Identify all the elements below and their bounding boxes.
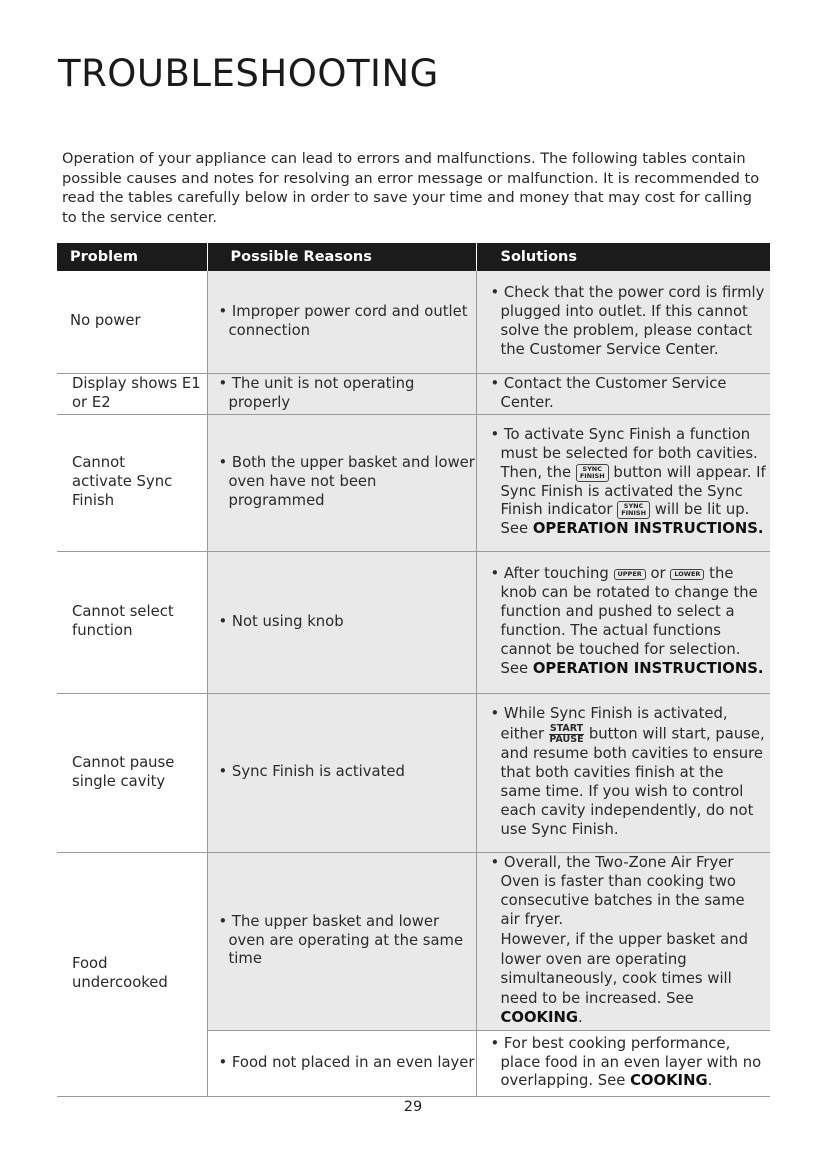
reason-text: • Food not placed in an even layer	[218, 1053, 475, 1071]
problem-text: Cannot activate Sync Finish	[72, 454, 173, 509]
solution-text: However, if the upper basket and lower oven are operating simultaneously, cook times will need to be increased. See COOKING.	[500, 931, 748, 1027]
solution-cell	[476, 852, 770, 1030]
solution-cell	[476, 693, 770, 852]
reason-cell	[207, 373, 476, 414]
reason-cell	[207, 852, 476, 1030]
reason-cell	[207, 414, 476, 551]
solution-text: • Contact the Customer Service Center.	[490, 374, 727, 411]
troubleshooting-table	[57, 243, 770, 1097]
cooking-ref: COOKING	[500, 1009, 579, 1027]
problem-cell	[57, 852, 207, 1096]
problem-cell	[57, 693, 207, 852]
problem-text: Food undercooked	[72, 955, 168, 991]
problem-cell	[57, 414, 207, 551]
solution-cell	[476, 271, 770, 373]
reason-text: • Both the upper basket and lower oven have not been programmed	[218, 454, 475, 509]
problem-cell	[57, 551, 207, 693]
lower-key-icon: LOWER	[670, 569, 704, 580]
upper-key-icon: UPPER	[614, 569, 646, 580]
operation-instructions-ref: OPERATION INSTRUCTIONS.	[532, 520, 764, 538]
cooking-ref: COOKING	[630, 1072, 708, 1090]
solution-cell	[476, 551, 770, 693]
solution-text: • After touching UPPER or LOWER the knob can be rotated to change the function and pushed to select a function. The actual functions cannot be touched for selection. See OPERATION INSTRUCTIONS.	[490, 565, 764, 677]
solution-text: • To activate Sync Finish a function must be selected for both cavities. Then, the SYNC FINISH button will appear. If Sync Finish is activated the Sync Finish indicator SYNC FINISH will be lit up. See OPERATION INSTRUCTIONS.	[490, 425, 766, 538]
table-row	[57, 414, 770, 551]
solution-text: • For best cooking performance, place food in an even layer with no overlapping. See COOKING.	[490, 1034, 762, 1090]
solution-cell	[476, 1030, 770, 1096]
solution-text: • While Sync Finish is activated, either $\frac{\text{START}}{\text{PAUSE}}$ button will start, pause, and resume both cavities to ensure that both cavities finish at the same time. If you wish to control each cavity independently, do not use Sync Finish.	[490, 705, 765, 838]
operation-instructions-ref: OPERATION INSTRUCTIONS.	[532, 659, 764, 677]
solution-cell	[476, 373, 770, 414]
header-solutions: Solutions	[476, 243, 770, 271]
page-number: 29	[403, 1099, 423, 1115]
problem-text: Cannot select function	[72, 603, 174, 639]
reason-text: • The unit is not operating properly	[218, 374, 415, 411]
table-row	[57, 271, 770, 373]
reason-text: • The upper basket and lower oven are operating at the same time	[218, 912, 464, 968]
header-problem: Problem	[57, 243, 207, 271]
table-row	[57, 693, 770, 852]
reason-cell	[207, 271, 476, 373]
sync-finish-key-icon: SYNC FINISH	[576, 464, 609, 482]
reason-cell	[207, 693, 476, 852]
reason-text: • Sync Finish is activated	[218, 763, 405, 781]
reason-text: • Not using knob	[218, 612, 344, 630]
reason-text: • Improper power cord and outlet connection	[218, 302, 468, 339]
start-pause-key-icon: $\frac{\text{START}}{\text{PAUSE}}$	[549, 723, 584, 746]
solution-text: • Check that the power cord is firmly plugged into outlet. If this cannot solve the problem, please contact the Customer Service Center.	[490, 283, 765, 358]
sync-finish-indicator-icon: SYNC FINISH	[617, 501, 650, 519]
reason-cell	[207, 1030, 476, 1096]
header-possible-reasons: Possible Reasons	[207, 243, 476, 271]
solution-text: • Overall, the Two-Zone Air Fryer Oven is faster than cooking two consecutive batches in the same air fryer.	[490, 854, 745, 929]
page-title: TROUBLESHOOTING	[58, 52, 439, 95]
problem-text: Display shows E1 or E2	[72, 374, 201, 411]
problem-cell	[57, 373, 207, 414]
problem-text: No power	[70, 312, 141, 330]
problem-text: Cannot pause single cavity	[72, 753, 175, 790]
table-header-row	[57, 243, 770, 271]
solution-cell	[476, 414, 770, 551]
table-row	[57, 551, 770, 693]
table-row	[57, 852, 770, 1030]
table-row	[57, 373, 770, 414]
intro-paragraph: Operation of your appliance can lead to errors and malfunctions. The following tables contain possible causes and notes for resolving an error message or malfunction. It is recommended to read the tables carefully below in order to save your time and money that may cost for calling to the service center.	[62, 150, 760, 226]
problem-cell	[57, 271, 207, 373]
reason-cell	[207, 551, 476, 693]
